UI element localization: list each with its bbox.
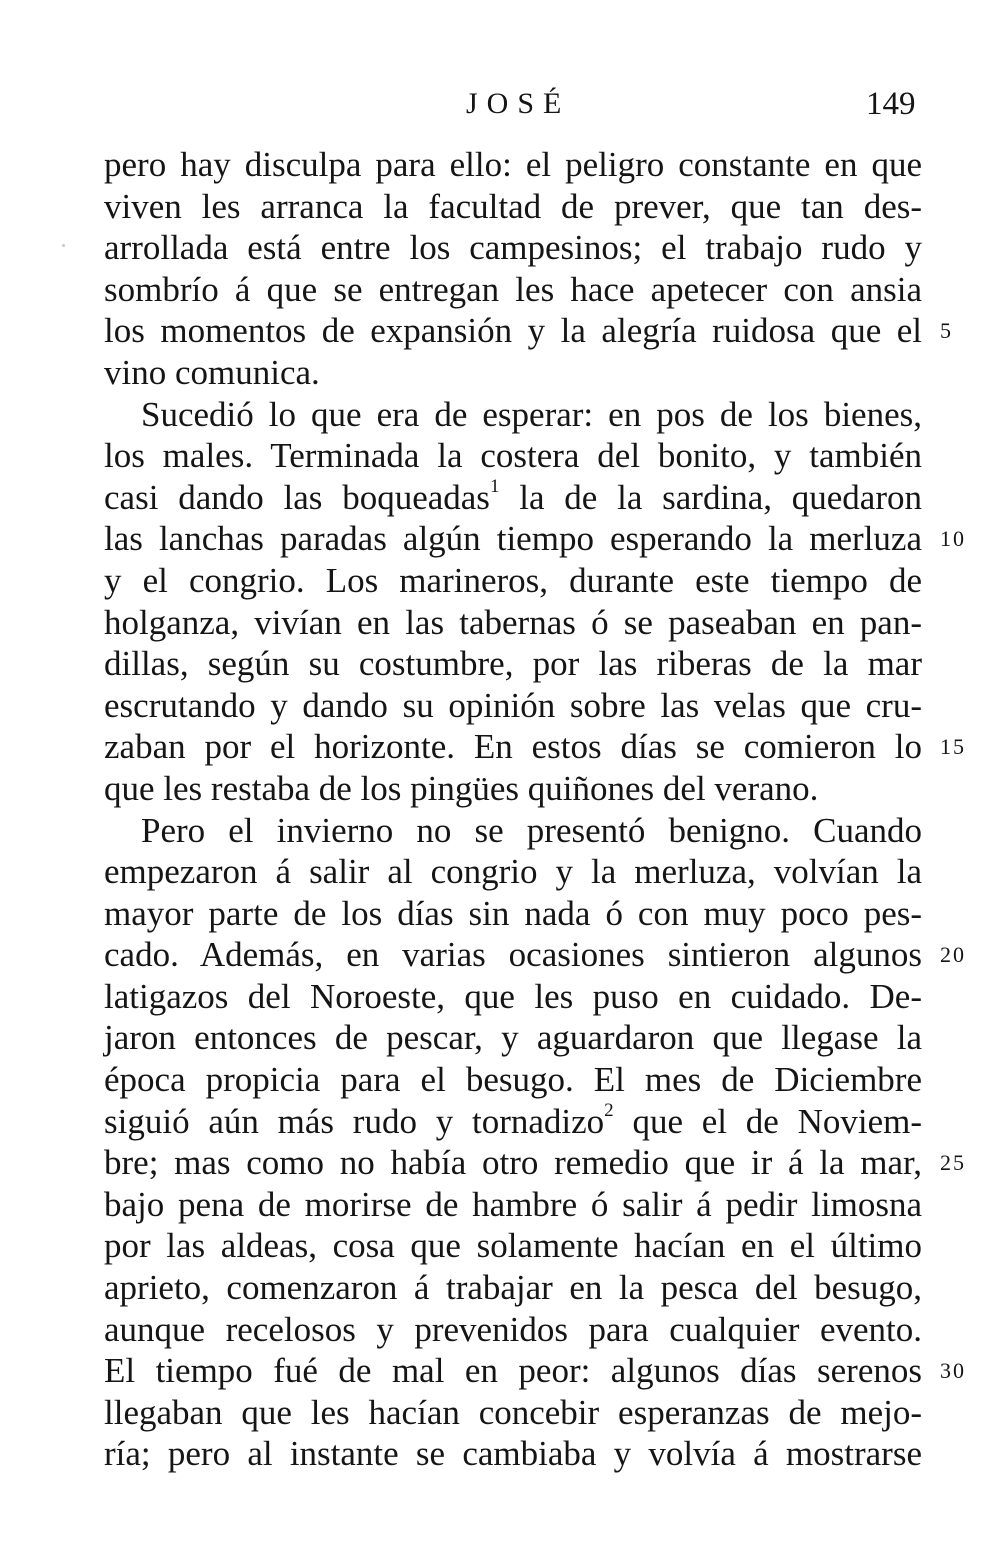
line-text: arrollada está entre los campesinos; el trabajo rudo y [104, 228, 922, 268]
text-line [104, 1225, 922, 1267]
text-line [104, 810, 922, 852]
line-number: 25 [940, 1150, 966, 1176]
line-text: bajo pena de morirse de hambre ó salir á pedir limosna [104, 1184, 922, 1224]
text-line [104, 851, 922, 893]
text-line [104, 726, 966, 768]
line-text: zaban por el horizonte. En estos días se comieron lo [104, 727, 922, 767]
text-line [104, 1433, 922, 1475]
text-line [104, 1267, 922, 1309]
line-text: escrutando y dando su opinión sobre las velas que cru- [104, 685, 922, 725]
margin-speck [62, 244, 65, 247]
text-line [104, 560, 922, 602]
line-text: siguió aún más rudo y tornadizo [104, 1101, 605, 1141]
text-line [104, 477, 922, 519]
text-line [104, 1392, 922, 1434]
text-line [104, 934, 966, 976]
line-text: que les restaba de los pingües quiñones del verano. [104, 768, 819, 808]
line-text: aunque recelosos y prevenidos para cualquier evento. [104, 1309, 922, 1349]
line-number: 20 [940, 942, 966, 968]
text-line [104, 269, 922, 311]
line-number: 5 [940, 318, 953, 344]
text-line [104, 394, 922, 436]
line-text: jaron entonces de pescar, y aguardaron que llegase la [104, 1018, 922, 1058]
text-line [104, 186, 922, 228]
line-text: la de la sardina, quedaron [499, 477, 922, 517]
line-text: latigazos del Noroeste, que les puso en cuidado. De- [104, 976, 922, 1016]
text-line [104, 310, 953, 352]
line-text: los males. Terminada la costera del bonito, y también [104, 436, 922, 476]
text-line [104, 518, 966, 560]
line-text: Pero el invierno no se presentó benigno. Cuando [141, 810, 922, 850]
line-text: casi dando las boqueadas [104, 477, 490, 517]
line-text: viven les arranca la facultad de prever, que tan des- [104, 186, 922, 226]
line-text: holganza, vivían en las tabernas ó se paseaban en pan- [104, 602, 922, 642]
line-text: pero hay disculpa para ello: el peligro constante en que [104, 145, 922, 184]
text-line [104, 227, 922, 269]
text-line [104, 1309, 922, 1351]
text-line [104, 643, 922, 685]
line-text: que el de Noviem- [613, 1101, 922, 1141]
line-number: 30 [940, 1358, 966, 1384]
line-text: época propicia para el besugo. El mes de Diciembre [104, 1060, 922, 1100]
line-text: los momentos de expansión y la alegría ruidosa que el [104, 311, 922, 351]
text-line [104, 1184, 922, 1226]
line-text: sombrío á que se entregan les hace apetecer con ansia [104, 269, 922, 309]
line-text: llegaban que les hacían concebir esperanzas de mejo- [104, 1392, 922, 1432]
text-line [104, 602, 922, 644]
text-line [104, 1017, 922, 1059]
line-text: El tiempo fué de mal en peor: algunos días serenos [104, 1351, 922, 1391]
text-line [104, 435, 922, 477]
text-line [104, 1142, 966, 1184]
text-line [104, 685, 922, 727]
text-line [104, 1059, 922, 1101]
body-text [104, 144, 966, 1475]
running-title: JOSÉ [466, 87, 571, 120]
text-line [104, 768, 922, 810]
text-line [104, 1101, 922, 1143]
line-text: por las aldeas, cosa que solamente hacían en el último [104, 1226, 922, 1266]
line-number: 10 [940, 526, 966, 552]
footnote-marker: 2 [604, 1100, 614, 1121]
line-text: y el congrio. Los marineros, durante este tiempo de [104, 560, 922, 600]
line-number: 15 [940, 734, 966, 760]
line-text: mayor parte de los días sin nada ó con muy poco pes- [104, 893, 922, 933]
line-text: vino comunica. [104, 352, 320, 392]
text-line [104, 144, 922, 186]
footnote-marker: 1 [489, 476, 500, 498]
text-line [104, 893, 922, 935]
text-line [104, 352, 922, 394]
line-text: las lanchas paradas algún tiempo esperando la merluza [104, 519, 922, 559]
line-text: dillas, según su costumbre, por las riberas de la mar [104, 644, 922, 684]
page-number: 149 [866, 86, 916, 122]
line-text: Sucedió lo que era de esperar: en pos de los bienes, [141, 394, 922, 434]
line-text: bre; mas como no había otro remedio que ir á la mar, [104, 1143, 922, 1183]
text-line [104, 1350, 966, 1392]
text-line [104, 976, 922, 1018]
running-head [0, 84, 1000, 124]
line-text: cado. Además, en varias ocasiones sintieron algunos [104, 935, 922, 975]
line-text: aprieto, comenzaron á trabajar en la pesca del besugo, [104, 1268, 922, 1308]
line-text: ría; pero al instante se cambiaba y volvía á mostrarse [104, 1434, 922, 1474]
line-text: empezaron á salir al congrio y la merluza, volvían la [104, 852, 922, 892]
